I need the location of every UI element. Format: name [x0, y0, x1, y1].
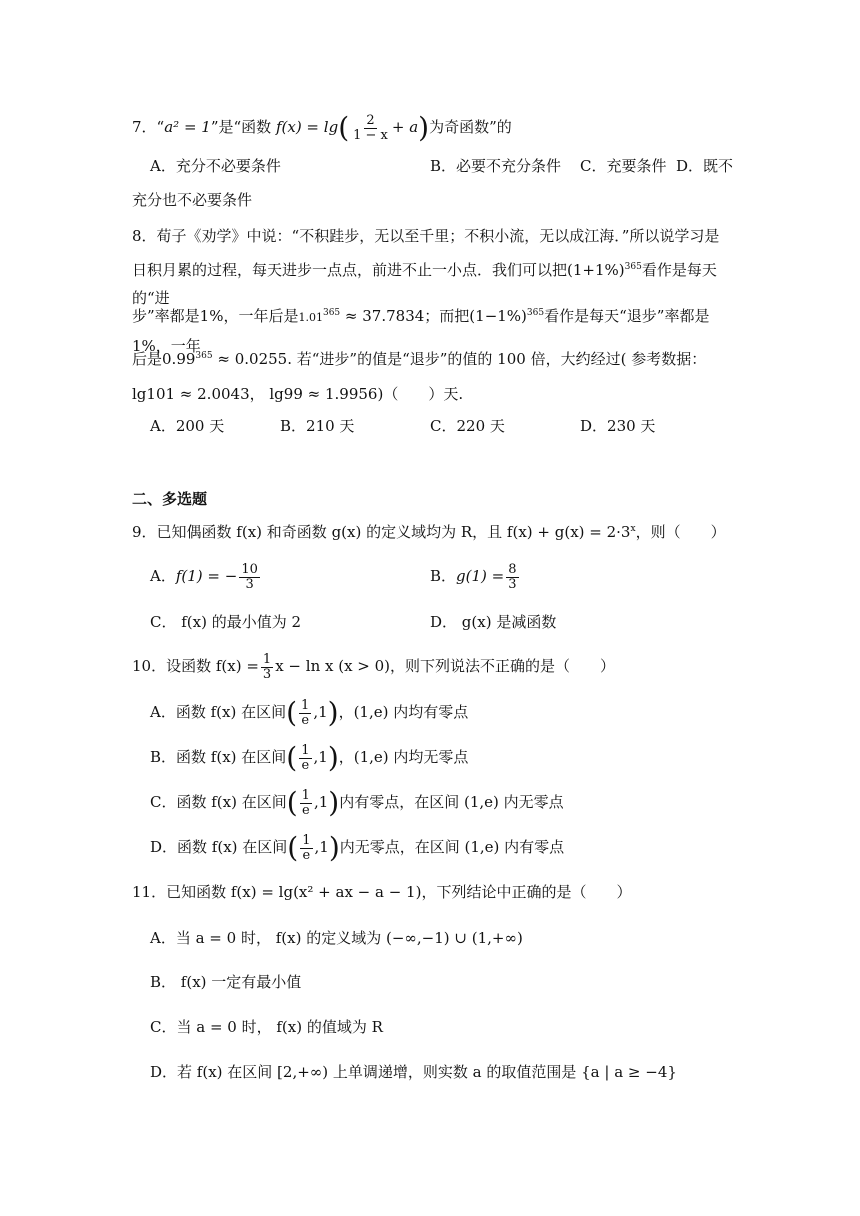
question-10-option-c: C．函数 f(x) 在区间( $\frac{1}{e}$ ,1)内有零点，在区间 (1,e) 内无零点 — [150, 786, 564, 819]
question-9-stem: 9．已知偶函数 f(x) 和奇函数 g(x) 的定义域均为 R，且 $f(x) + g(x) = 2\cdot 3^x$，则（ ） — [132, 523, 726, 541]
question-10-option-b: B．函数 f(x) 在区间( $\frac{1}{e}$ ,1)，(1,e) 内均无零点 — [150, 741, 469, 774]
option-c: C．充要条件 — [580, 157, 667, 175]
question-7-stem: 7．“a² = 1”是“函数 f(x) = lg( $\frac{2}{1 - x}$ + a)为奇函数”的 — [132, 111, 512, 144]
question-11-stem: 11．已知函数 f(x) = lg(x² + ax − a − 1)，下列结论中正确的是（ ） — [132, 883, 632, 901]
question-8-line1: 8．荀子《劝学》中说：“不积跬步，无以至千里；不积小流，无以成江海．”所以说学习是 — [132, 227, 720, 245]
question-8-options — [150, 412, 670, 440]
option-d: D．230 天 — [580, 417, 656, 435]
question-8-line3: 步”率都是1%，一年后是$1.01^{365} \approx 37.7834$；而把$(1-1\%)^{365}$看作是每天“退步”率都是1%，一年 — [132, 307, 710, 355]
option-a: A．充分不必要条件 — [150, 157, 281, 175]
option-c: C．220 天 — [430, 417, 505, 435]
question-11-option-d: D．若 f(x) 在区间 [2,+∞) 上单调递增，则实数 a 的取值范围是 {a | a ≥ −4} — [150, 1063, 677, 1081]
question-9-options-cd — [150, 608, 710, 636]
option-b: B．210 天 — [280, 417, 355, 435]
function-expr: f(x) = lg — [275, 118, 339, 136]
option-b: B．必要不充分条件 — [430, 157, 562, 175]
option-d: D．既不 — [676, 157, 734, 175]
option-a: A．f(1) = − $\frac{10}{3}$ — [150, 561, 258, 592]
question-7-options — [150, 152, 740, 180]
condition: a² = 1 — [164, 118, 211, 136]
question-8-line5: lg101 ≈ 2.0043， lg99 ≈ 1.9956)（ ）天. — [132, 385, 464, 403]
question-8-line4: 后是$0.99^{365} \approx 0.0255$. 若“进步”的值是“退步”的值的 100 倍，大约经过( 参考数据： — [132, 350, 707, 368]
question-11-option-a: A．当 a = 0 时， f(x) 的定义域为 (−∞,−1) ∪ (1,+∞) — [150, 929, 523, 947]
section-title: 二、多选题 — [132, 490, 208, 508]
question-10-stem: 10．设函数 f(x) = $\frac{1}{3}$ x − ln x (x > 0)，则下列说法不正确的是（ ） — [132, 651, 616, 682]
question-9-options-ab — [150, 562, 710, 596]
option-b: B．g(1) = $\frac{8}{3}$ — [430, 561, 517, 592]
option-c: C． f(x) 的最小值为 2 — [150, 613, 302, 631]
question-number: 7． — [132, 118, 157, 136]
question-10-option-d: D．函数 f(x) 在区间( $\frac{1}{e}$ ,1)内无零点，在区间 (1,e) 内有零点 — [150, 831, 565, 864]
fraction: $\frac{2}{1 - x}$ — [353, 112, 388, 143]
question-10-option-a: A．函数 f(x) 在区间( $\frac{1}{e}$ ,1)，(1,e) 内均有零点 — [150, 696, 469, 729]
question-11-option-b: B． f(x) 一定有最小值 — [150, 973, 302, 991]
question-8-line2: 日积月累的过程，每天进步一点点，前进不止一小点．我们可以把$(1+1\%)^{365}$看作是每天的“进 — [132, 261, 717, 307]
option-a: A．200 天 — [150, 417, 225, 435]
option-d: D． g(x) 是减函数 — [430, 613, 557, 631]
question-11-option-c: C．当 a = 0 时， f(x) 的值域为 R — [150, 1018, 383, 1036]
option-d-cont: 充分也不必要条件 — [132, 191, 253, 209]
